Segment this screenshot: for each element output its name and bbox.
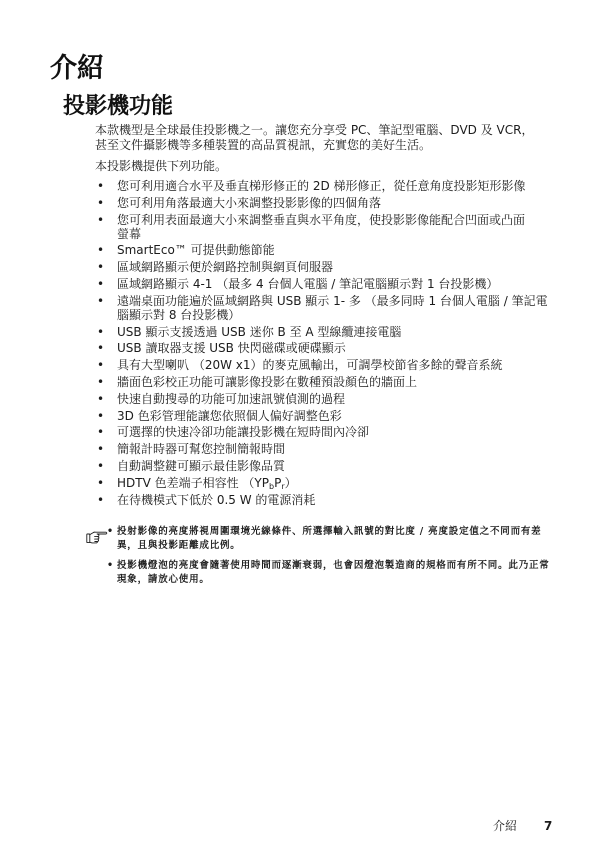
bullet-marker: • bbox=[97, 374, 105, 389]
feature-item bbox=[95, 358, 548, 372]
feature-text bbox=[117, 213, 525, 241]
bullet-marker: • bbox=[97, 358, 105, 373]
feature-line: 快速自動搜尋的功能可加速訊號偵測的過程 bbox=[117, 391, 346, 406]
intro-line: 甚至文件攝影機等多種裝置的高品質視訊，充實您的美好生活。 bbox=[95, 138, 432, 152]
bullet-marker: • bbox=[97, 408, 105, 423]
note-item bbox=[107, 559, 550, 587]
feature-text bbox=[117, 260, 333, 274]
subscript-r: r bbox=[281, 481, 285, 491]
bullet-marker: • bbox=[97, 425, 105, 440]
feature-line: USB 讀取器支援 USB 快閃磁碟或硬碟顯示 bbox=[117, 341, 346, 356]
feature-line: SmartEco™ 可提供動態節能 bbox=[117, 243, 275, 258]
intro-paragraph bbox=[95, 123, 533, 153]
feature-item bbox=[95, 243, 548, 257]
page-number: 7 bbox=[544, 819, 553, 833]
feature-text bbox=[117, 325, 401, 339]
feature-line: 您可利用角落最適大小來調整投影影像的四個角落 bbox=[117, 195, 382, 210]
bullet-marker: • bbox=[97, 492, 105, 507]
feature-text bbox=[117, 294, 548, 322]
feature-item bbox=[95, 442, 548, 456]
bullet-marker: • bbox=[107, 526, 114, 537]
feature-list bbox=[95, 179, 548, 509]
feature-line: USB 顯示支援透過 USB 迷你 B 至 A 型線纜連接電腦 bbox=[117, 324, 402, 339]
feature-item bbox=[95, 375, 548, 389]
feature-item bbox=[95, 213, 548, 241]
intro-line: 本款機型是全球最佳投影機之一。讓您充分享受 PC、筆記型電腦、DVD 及 VCR， bbox=[95, 123, 534, 137]
feature-text bbox=[117, 459, 285, 473]
feature-text bbox=[117, 375, 417, 389]
section-title: 投影機功能 bbox=[63, 94, 174, 119]
feature-line: 您可利用表面最適大小來調整垂直與水平角度，使投影影像能配合凹面或凸面 bbox=[117, 212, 526, 227]
pointing-hand-icon bbox=[86, 529, 108, 545]
feature-text bbox=[117, 179, 526, 193]
feature-text bbox=[117, 341, 346, 355]
feature-line: 螢幕 bbox=[117, 226, 142, 241]
feature-text bbox=[117, 409, 342, 423]
bullet-marker: • bbox=[97, 179, 105, 193]
bullet-marker: • bbox=[97, 458, 105, 473]
bullet-marker: • bbox=[97, 293, 105, 308]
bullet-marker: • bbox=[97, 475, 105, 490]
feature-item bbox=[95, 179, 548, 193]
notes-list bbox=[107, 525, 550, 593]
bullet-marker: • bbox=[97, 260, 105, 275]
feature-line: 區域網路顯示 4-1 （最多 4 台個人電腦 / 筆記電腦顯示對 1 台投影機） bbox=[117, 276, 499, 291]
bullet-marker: • bbox=[97, 324, 105, 339]
feature-line: 區域網路顯示便於網路控制與網頁伺服器 bbox=[117, 260, 334, 275]
feature-line: 自動調整鍵可顯示最佳影像品質 bbox=[117, 458, 286, 473]
feature-text bbox=[117, 358, 503, 372]
note-line: 現象，請放心使用。 bbox=[117, 574, 210, 585]
feature-line-mid: P bbox=[274, 475, 282, 490]
feature-line: 牆面色彩校正功能可讓影像投影在數種預設顏色的牆面上 bbox=[117, 374, 418, 389]
feature-item bbox=[95, 325, 548, 339]
features-lead: 本投影機提供下列功能。 bbox=[95, 159, 228, 173]
note-line: 投射影像的亮度將視周圍環境光線條件、所選擇輸入訊號的對比度 / 亮度設定值之不同而有差 bbox=[117, 526, 542, 537]
feature-item bbox=[95, 459, 548, 473]
feature-line: 遠端桌面功能遍於區域網路與 USB 顯示 1- 多 （最多同時 1 台個人電腦 / 筆記電 bbox=[117, 293, 548, 308]
feature-item bbox=[95, 476, 548, 490]
feature-line: 腦顯示對 8 台投影機） bbox=[117, 307, 241, 322]
feature-text bbox=[117, 277, 498, 291]
bullet-marker: • bbox=[97, 212, 105, 227]
feature-line-suffix: ） bbox=[284, 475, 297, 490]
feature-text bbox=[117, 392, 345, 406]
feature-text bbox=[117, 425, 369, 439]
feature-text bbox=[117, 493, 315, 507]
subscript-b: b bbox=[269, 481, 275, 491]
note-text bbox=[117, 525, 542, 553]
feature-text bbox=[117, 243, 275, 257]
bullet-marker: • bbox=[107, 560, 114, 571]
feature-item bbox=[95, 277, 548, 291]
feature-line: 可選擇的快速冷卻功能讓投影機在短時間內冷卻 bbox=[117, 425, 370, 440]
feature-line-prefix: HDTV 色差端子相容性 （YP bbox=[117, 475, 269, 490]
note-text bbox=[117, 559, 550, 587]
page-title: 介紹 bbox=[50, 53, 104, 84]
note-line: 投影機燈泡的亮度會隨著使用時間而逐漸衰弱，也會因燈泡製造商的規格而有所不同。此乃正常 bbox=[117, 560, 550, 571]
note-item bbox=[107, 525, 550, 553]
bullet-marker: • bbox=[97, 195, 105, 210]
feature-item bbox=[95, 409, 548, 423]
feature-line: 具有大型喇叭 （20W x1）的麥克風輸出，可調學校節省多餘的聲音系統 bbox=[117, 358, 503, 373]
feature-text bbox=[117, 196, 381, 210]
bullet-marker: • bbox=[97, 341, 105, 356]
feature-item bbox=[95, 392, 548, 406]
bullet-marker: • bbox=[97, 442, 105, 457]
feature-item bbox=[95, 260, 548, 274]
feature-line: 3D 色彩管理能讓您依照個人偏好調整色彩 bbox=[117, 408, 342, 423]
feature-item bbox=[95, 341, 548, 355]
bullet-marker: • bbox=[97, 243, 105, 258]
feature-item bbox=[95, 196, 548, 210]
bullet-marker: • bbox=[97, 276, 105, 291]
feature-item bbox=[95, 294, 548, 322]
feature-item bbox=[95, 425, 548, 439]
feature-item bbox=[95, 493, 548, 507]
feature-line: 在待機模式下低於 0.5 W 的電源消耗 bbox=[117, 492, 316, 507]
feature-text bbox=[117, 476, 297, 490]
note-line: 異，且與投影距離成比例。 bbox=[117, 540, 241, 551]
feature-line: 您可利用適合水平及垂直梯形修正的 2D 梯形修正，從任意角度投影矩形影像 bbox=[117, 179, 526, 193]
feature-line bbox=[117, 476, 297, 490]
footer-section-name: 介紹 bbox=[493, 819, 518, 833]
feature-text bbox=[117, 442, 285, 456]
feature-line: 簡報計時器可幫您控制簡報時間 bbox=[117, 442, 286, 457]
bullet-marker: • bbox=[97, 391, 105, 406]
